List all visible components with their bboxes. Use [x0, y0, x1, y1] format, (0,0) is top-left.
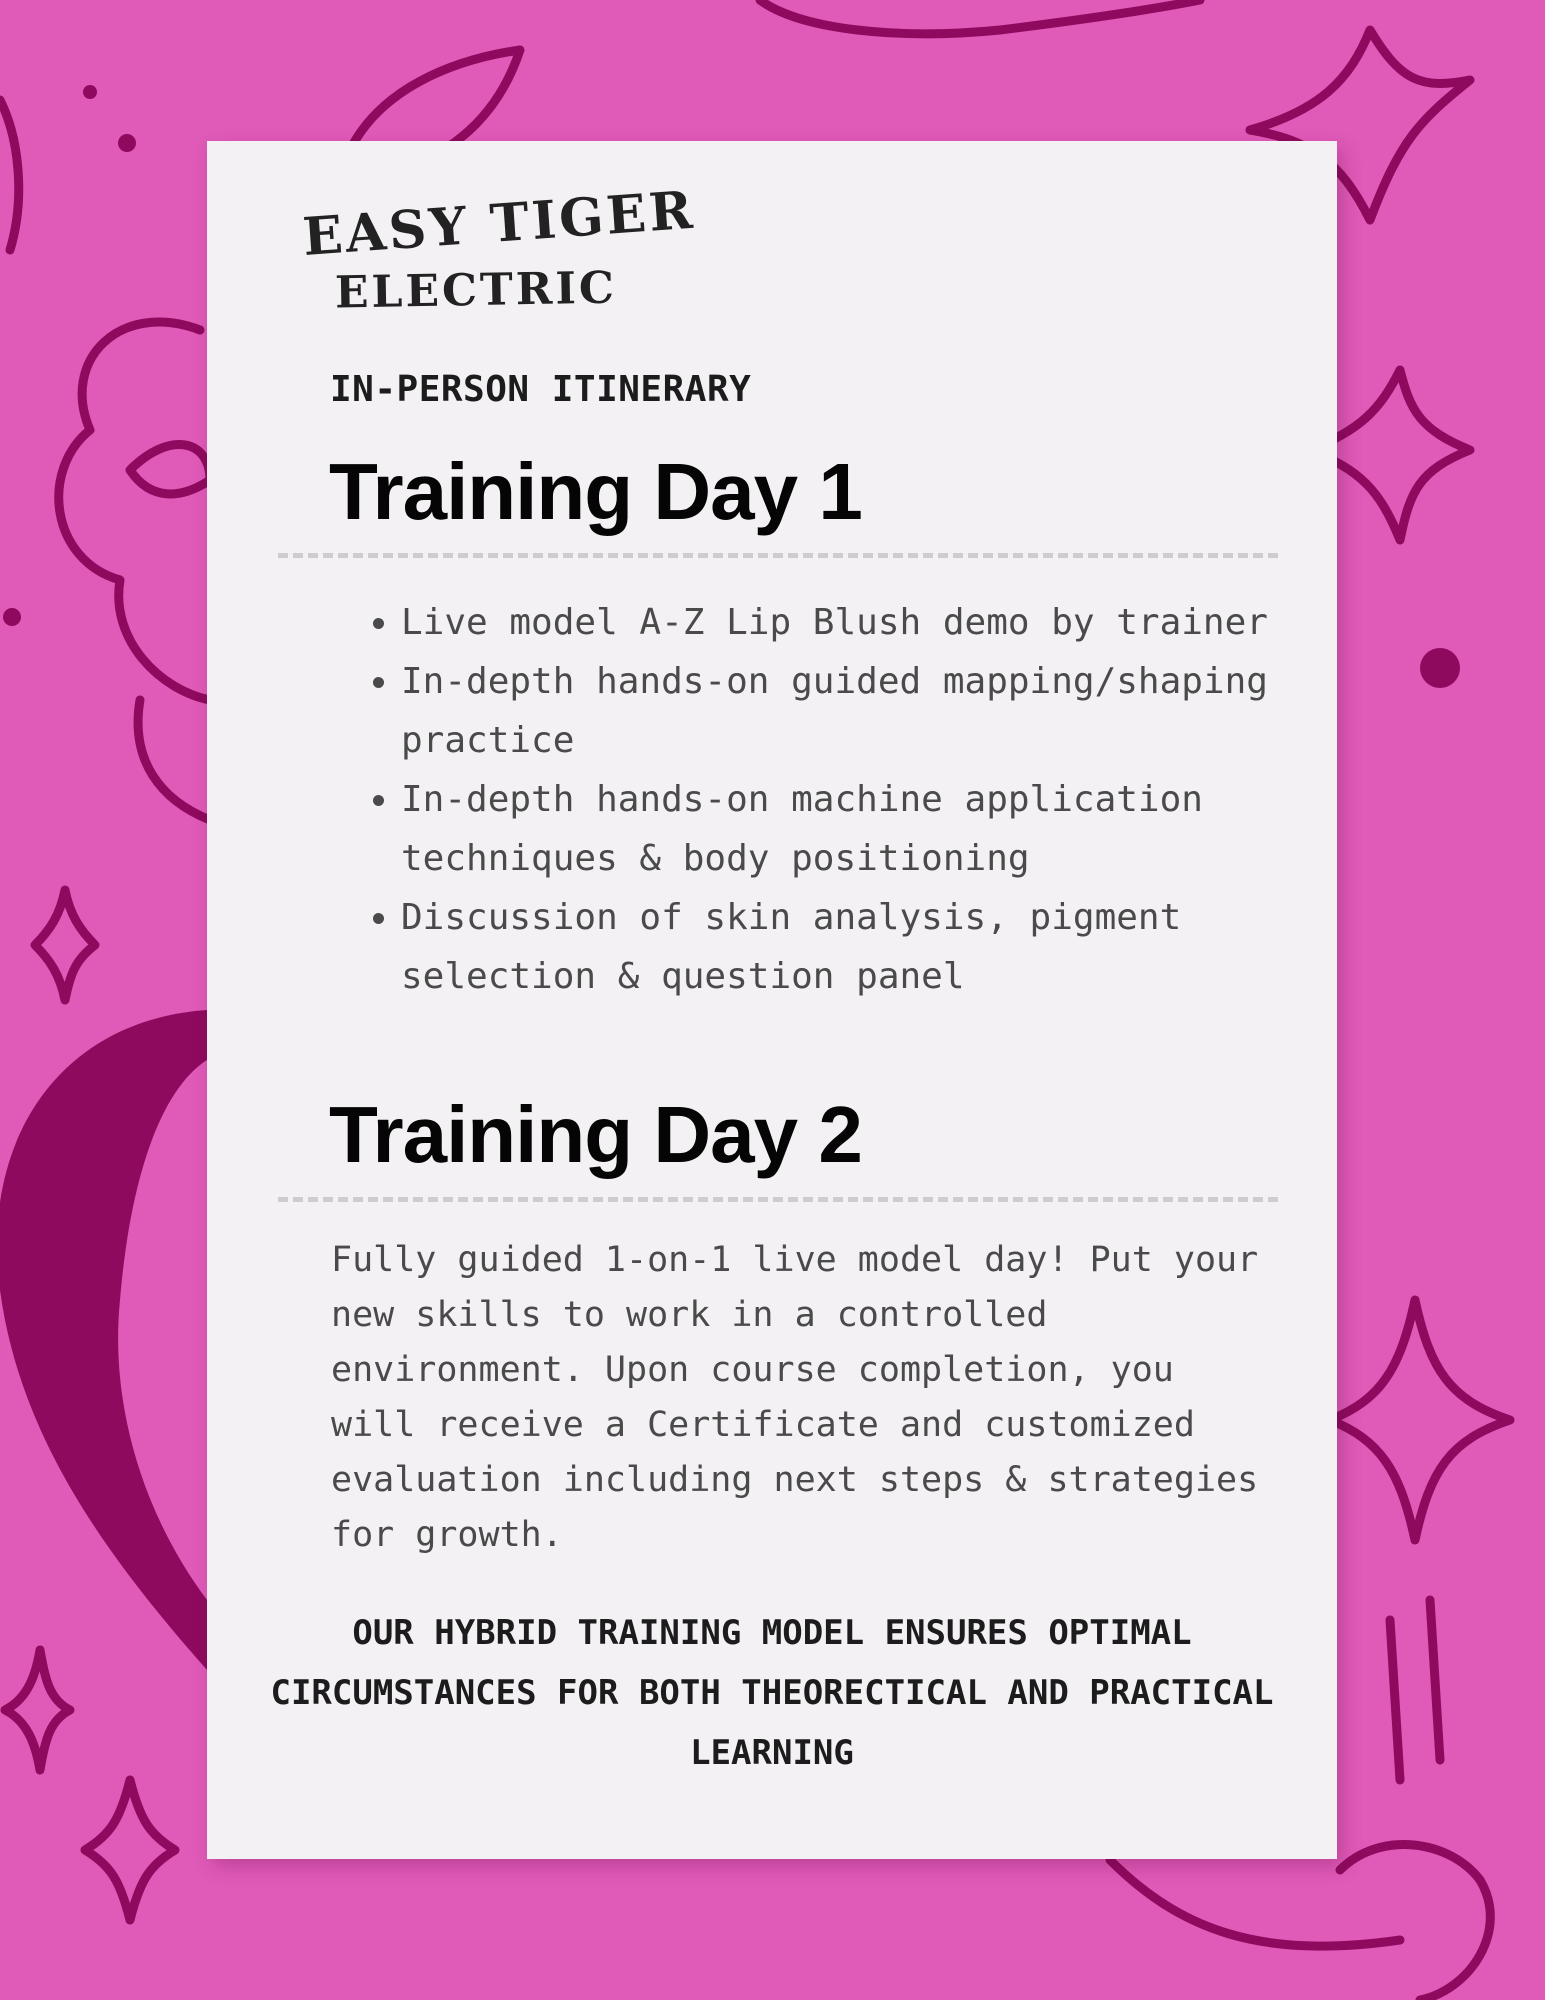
left-curve-decoration — [0, 100, 19, 250]
crescent-moon-icon — [0, 1010, 207, 1670]
bottom-flower-decoration — [1340, 1845, 1490, 2000]
list-item: • In-depth hands-on machine application techniques & body positioning — [401, 770, 1281, 888]
rose-outline-decoration — [59, 322, 210, 700]
brand-logo — [295, 179, 698, 323]
dot-decoration — [83, 85, 97, 99]
logo-text-line-1: EASY TIGER — [300, 179, 698, 268]
star-right-lower-icon — [1330, 1300, 1510, 1540]
rose-petal-decoration — [130, 445, 210, 494]
dot-decoration — [3, 608, 21, 626]
itinerary-card — [207, 141, 1337, 1859]
day-1-heading: Training Day 1 — [329, 447, 862, 536]
star-bottom-left-icon — [5, 1650, 70, 1770]
logo-text-line-2: ELECTRIC — [334, 262, 618, 319]
dot-decoration — [1420, 648, 1460, 688]
itinerary-subtitle: IN-PERSON ITINERARY — [330, 369, 752, 410]
right-lines-decoration — [1390, 1600, 1440, 1780]
list-item: • Live model A-Z Lip Blush demo by trainer — [401, 593, 1281, 652]
closing-statement: OUR HYBRID TRAINING MODEL ENSURES OPTIMAL CIRCUMSTANCES FOR BOTH THEORECTICAL AND PRACTICAL LEARNING — [270, 1613, 1274, 1773]
top-swoosh-decoration — [760, 0, 1200, 34]
day-2-description: Fully guided 1-on-1 live model day! Put your new skills to work in a controlled environment. Upon course completion, you will receive a Certificate and customized evaluation including next steps & strategies for growth. — [331, 1240, 1259, 1555]
star-bottom-icon — [85, 1780, 175, 1920]
dashed-divider — [278, 1197, 1278, 1202]
rose-stem-decoration — [138, 700, 210, 820]
dot-decoration — [118, 134, 136, 152]
day-1-activity-list — [357, 593, 1281, 1006]
bottom-swoosh-decoration — [1110, 1860, 1400, 1946]
list-item: • In-depth hands-on guided mapping/shaping practice — [401, 652, 1281, 770]
day-2-heading: Training Day 2 — [329, 1090, 862, 1179]
list-item: • Discussion of skin analysis, pigment selection & question panel — [401, 888, 1281, 1006]
dashed-divider — [278, 553, 1278, 558]
star-left-icon — [35, 890, 95, 1000]
